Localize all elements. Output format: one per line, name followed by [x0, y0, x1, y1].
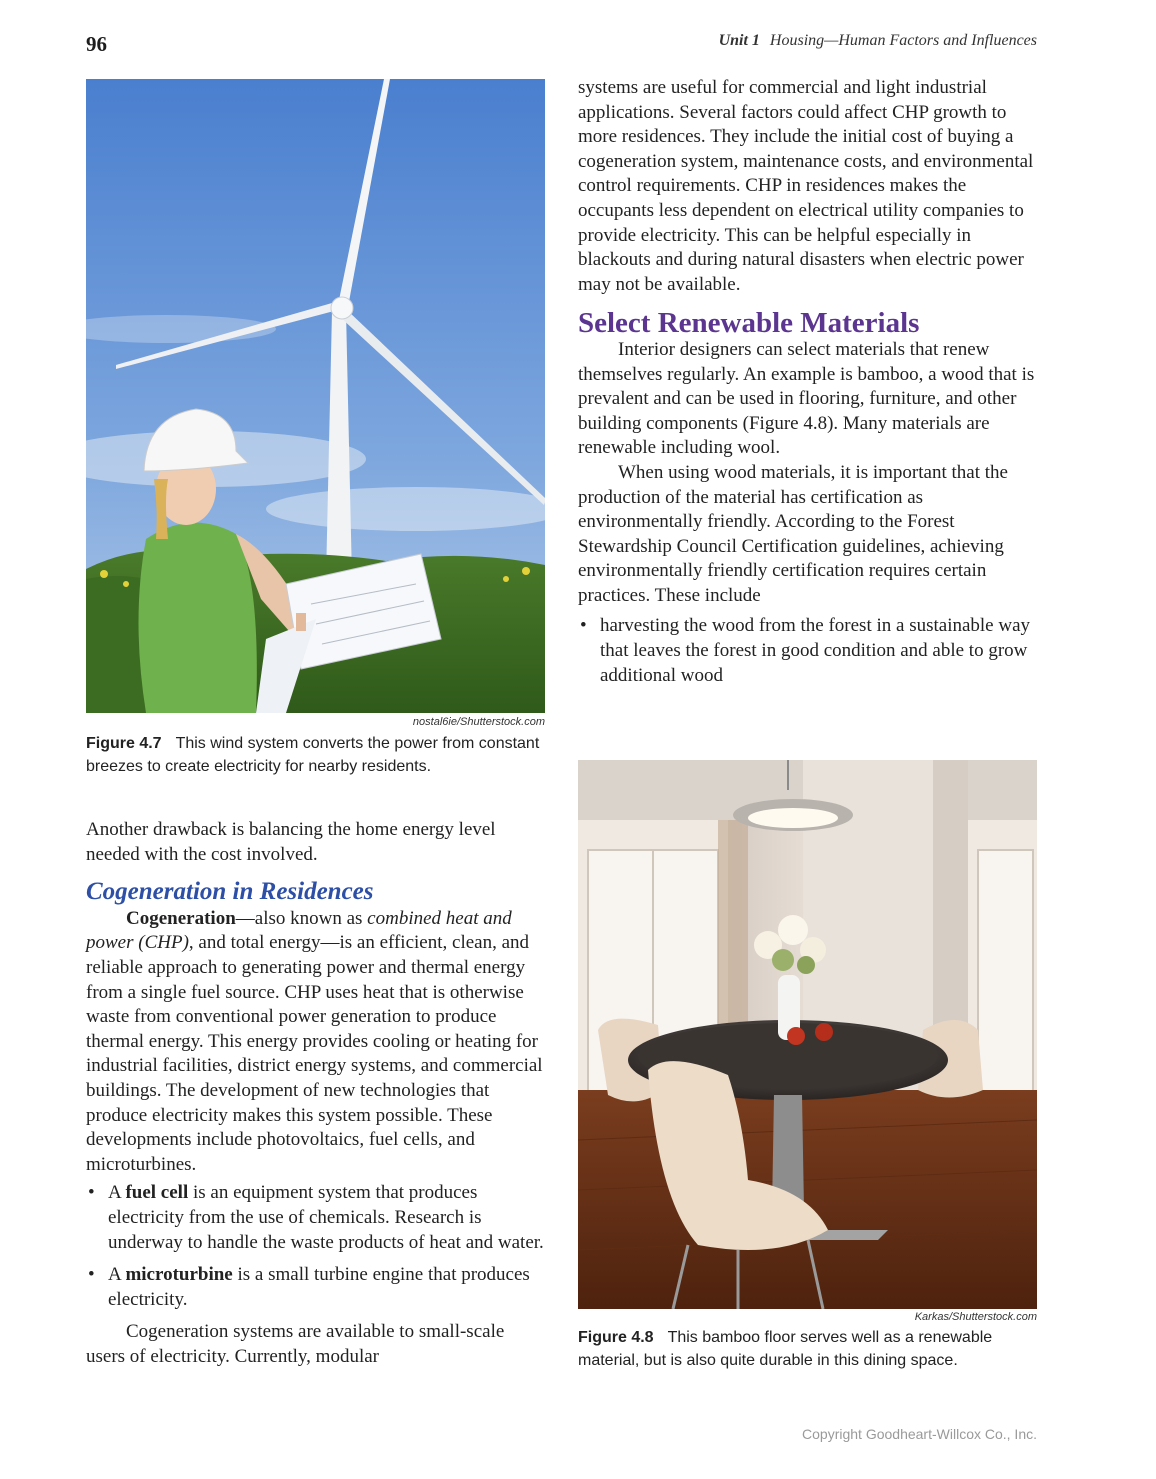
bullet-prefix: A — [108, 1264, 126, 1286]
term-cogeneration: Cogeneration — [126, 907, 236, 929]
figure-4-8-caption-text: This bamboo floor serves well as a renewable material, but is also quite durable in this dining space. — [578, 1329, 993, 1369]
figure-4-8-credit: Karkas/Shutterstock.com — [914, 1311, 1037, 1323]
para-continued: systems are useful for commercial and light industrial applications. Several factors could affect CHP growth to more residences. They include the initial cost of buying a cogeneration system, maintenance costs, and environmental control requirements. CHP in residences makes the occupants less dependent on electrical utility companies to provide electricity. This can be helpful especially in blackouts and during natural disasters when electric power may not be available. — [578, 77, 1034, 295]
right-column — [578, 76, 1038, 696]
heading-renewable-materials: Select Renewable Materials — [578, 307, 920, 340]
list-item-microturbine — [86, 1263, 546, 1312]
figure-4-7-caption-text: This wind system converts the power from constant breezes to create electricity for nearby residents. — [86, 735, 540, 775]
copyright-footer: Copyright Goodheart-Willcox Co., Inc. — [802, 1426, 1037, 1442]
running-header — [719, 32, 1037, 50]
figure-4-7-photo — [86, 79, 545, 713]
unit-label: Unit 1 — [718, 32, 760, 49]
figure-4-7-label: Figure 4.7 — [86, 735, 162, 752]
heading-cogeneration: Cogeneration in Residences — [86, 878, 374, 906]
para-interior: Interior designers can select materials that renew themselves regularly. An example is bamboo, a wood that is prevalent and can be used in flooring, furniture, and other building components (Figure 4.8). Many materials are renewable including wool. — [578, 338, 1035, 459]
cogen-italic: combined heat and power (CHP) — [86, 907, 512, 954]
para-cogeneration — [86, 907, 546, 1178]
cogeneration-bullet-list — [86, 1181, 546, 1312]
page-number: 96 — [86, 32, 107, 56]
dining-room-illustration — [578, 760, 1037, 1309]
bullet-text: is a small turbine engine that produces electricity. — [108, 1264, 530, 1310]
cogen-text-2: , and total energy—is an efficient, clean, and reliable approach to generating power and thermal energy from a single fuel source. CHP uses heat that is otherwise waste from conventional power generation to produce thermal energy. This energy provides cooling or heating for industrial facilities, district energy systems, and commercial buildings. The development of new technologies that produce electricity makes this system possible. These developments include photovoltaics, fuel cells, and microturbines. — [86, 932, 543, 1175]
figure-4-7-credit: nostal6ie/Shutterstock.com — [412, 716, 545, 728]
figure-4-8-photo — [578, 760, 1037, 1309]
left-column — [86, 818, 546, 1369]
term-fuel-cell: fuel cell — [125, 1182, 189, 1204]
cogen-text-1: —also known as — [235, 907, 368, 929]
figure-4-8-label: Figure 4.8 — [578, 1329, 654, 1346]
para-small-scale: Cogeneration systems are available to small-scale users of electricity. Currently, modular — [86, 1321, 505, 1367]
unit-title: Housing—Human Factors and Influences — [769, 32, 1037, 49]
bullet-text: is an equipment system that produces electricity from the use of chemicals. Research is underway to handle the waste products of heat and water. — [108, 1182, 544, 1253]
para-wood: When using wood materials, it is important that the production of the material has certification as environmentally friendly. According to the Forest Stewardship Council Certification guidelines, achieving environmentally friendly certification requires certain practices. These include — [578, 461, 1008, 606]
figure-4-8-caption — [578, 1326, 1038, 1372]
figure-4-7-caption — [86, 732, 546, 778]
list-item-harvesting: • harvesting the wood from the forest in a sustainable way that leaves the forest in good condition and able to grow additional wood — [578, 614, 1038, 688]
bullet-prefix: A — [108, 1182, 126, 1204]
wood-bullet-list — [578, 614, 1038, 688]
wind-turbine-illustration — [86, 79, 545, 713]
list-item-fuel-cell — [86, 1181, 546, 1255]
para-drawback: Another drawback is balancing the home energy level needed with the cost involved. — [86, 819, 496, 865]
term-microturbine: microturbine — [125, 1264, 233, 1286]
